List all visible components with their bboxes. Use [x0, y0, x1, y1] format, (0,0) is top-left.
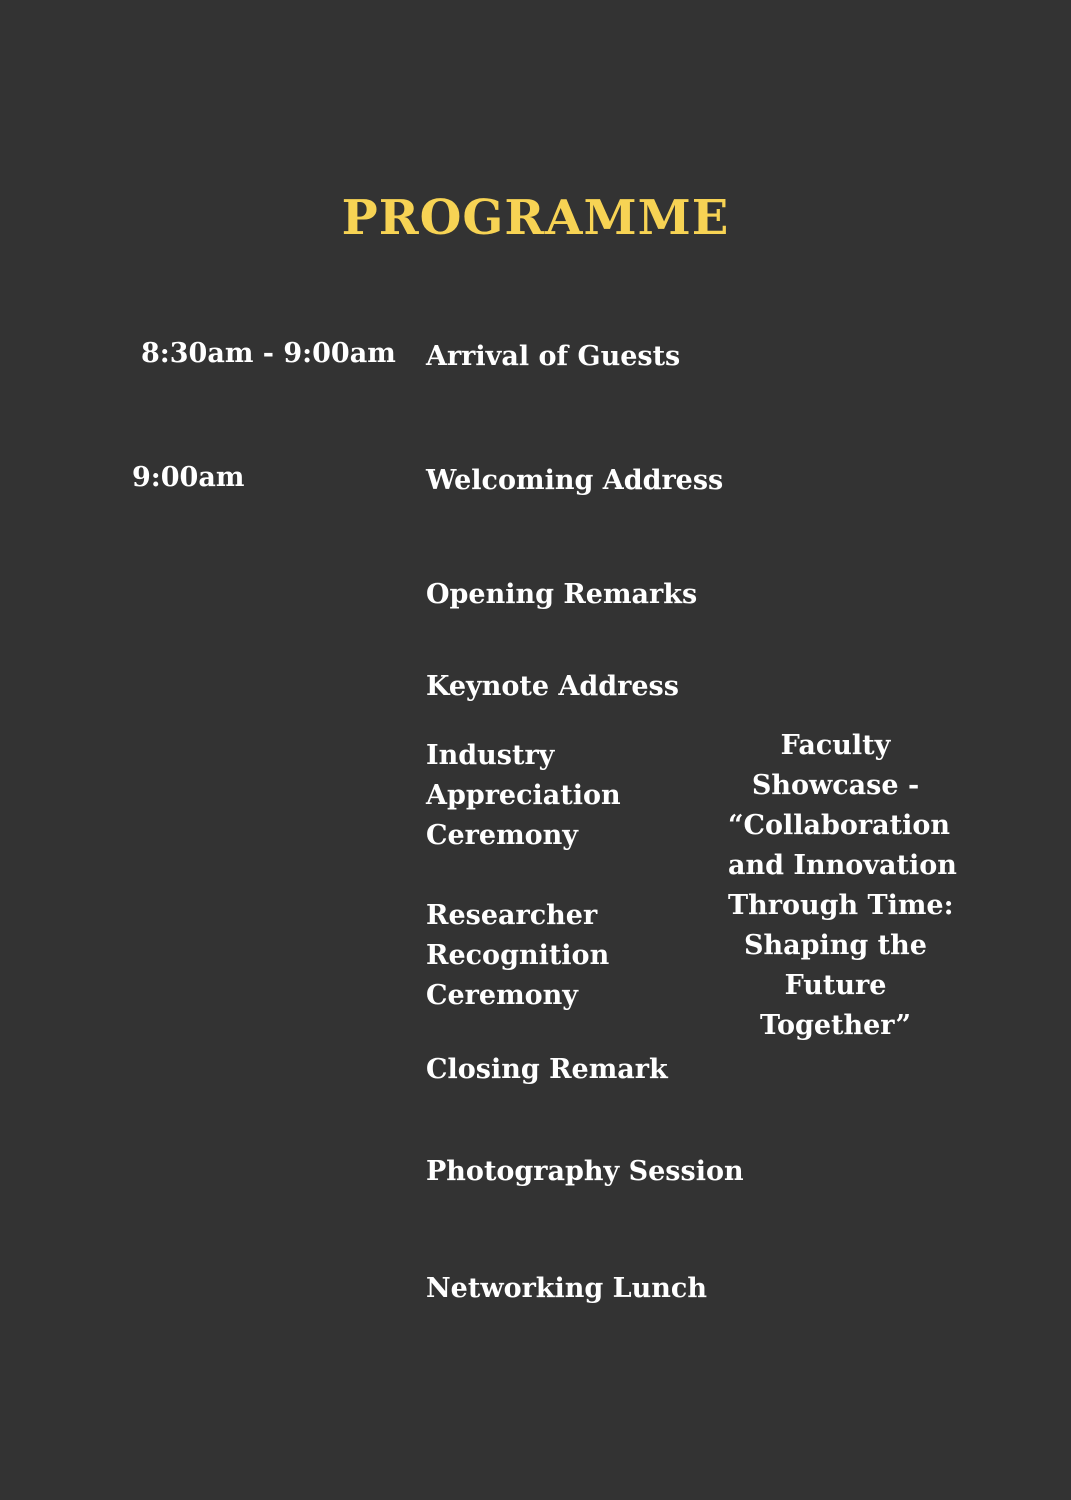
agenda-item-arrival: Arrival of Guests: [426, 341, 681, 372]
agenda-item-keynote: Keynote Address: [426, 671, 679, 702]
showcase-line7: Future: [784, 970, 887, 1001]
showcase-line1: Faculty: [780, 730, 891, 761]
time-slot-arrival: 8:30am - 9:00am: [141, 338, 396, 369]
showcase-line5: Through Time:: [728, 890, 954, 921]
agenda-item-researcher: [426, 896, 609, 1016]
agenda-item-researcher-line2: Recognition: [426, 940, 610, 971]
agenda-item-welcoming: Welcoming Address: [426, 465, 724, 496]
agenda-item-industry-line1: Industry: [426, 740, 555, 771]
showcase-line2: Showcase -: [751, 770, 920, 801]
showcase-line6: Shaping the: [744, 930, 927, 961]
showcase-line4: and Innovation: [728, 850, 957, 881]
time-slot-welcome: 9:00am: [132, 462, 245, 493]
agenda-item-photography: Photography Session: [426, 1156, 744, 1187]
agenda-item-industry-line2: Appreciation: [426, 780, 621, 811]
agenda-item-researcher-line3: Ceremony: [426, 980, 578, 1011]
agenda-item-networking: Networking Lunch: [426, 1273, 707, 1304]
programme-title: PROGRAMME: [341, 190, 730, 246]
agenda-item-researcher-line1: Researcher: [426, 900, 598, 931]
agenda-item-opening: Opening Remarks: [426, 579, 698, 610]
agenda-item-industry-line3: Ceremony: [426, 820, 578, 851]
faculty-showcase: [728, 726, 957, 1046]
showcase-line8: Together”: [759, 1010, 912, 1041]
showcase-line3: “Collaboration: [728, 810, 951, 841]
agenda-item-closing: Closing Remark: [426, 1054, 668, 1085]
agenda-item-industry: [426, 736, 621, 856]
